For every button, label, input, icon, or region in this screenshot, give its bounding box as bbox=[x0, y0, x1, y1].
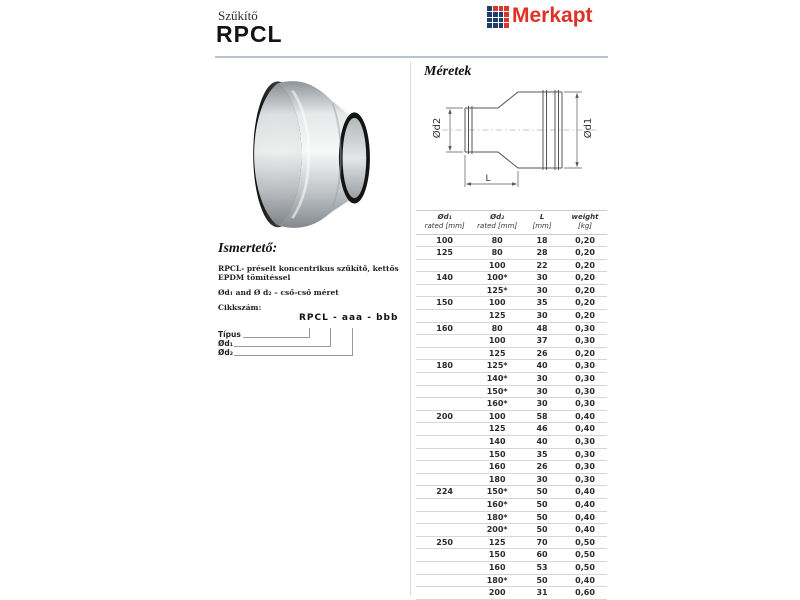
table-cell: 0,40 bbox=[563, 574, 607, 587]
table-cell: 0,30 bbox=[563, 398, 607, 411]
table-cell: 0,20 bbox=[563, 347, 607, 360]
code-connector-line bbox=[234, 328, 353, 356]
table-row bbox=[416, 410, 607, 423]
table-cell: 0,40 bbox=[563, 410, 607, 423]
table-cell: 50 bbox=[521, 524, 563, 537]
table-cell: 80 bbox=[473, 247, 521, 260]
table-cell bbox=[416, 398, 473, 411]
table-cell bbox=[416, 587, 473, 600]
section-title-meretek: Méretek bbox=[424, 64, 472, 79]
table-cell bbox=[416, 549, 473, 562]
table-row bbox=[416, 448, 607, 461]
table-cell: 0,30 bbox=[563, 448, 607, 461]
table-cell: 0,20 bbox=[563, 297, 607, 310]
dimensions-table bbox=[416, 210, 607, 600]
table-cell: 160 bbox=[473, 461, 521, 474]
table-row bbox=[416, 297, 607, 310]
table-cell: 100* bbox=[473, 272, 521, 285]
table-cell: 0,40 bbox=[563, 486, 607, 499]
table-cell: 100 bbox=[473, 259, 521, 272]
table-cell: 0,30 bbox=[563, 322, 607, 335]
table-cell: 180 bbox=[416, 360, 473, 373]
table-cell: 150* bbox=[473, 385, 521, 398]
table-cell: 48 bbox=[521, 322, 563, 335]
table-cell: 160 bbox=[473, 561, 521, 574]
table-cell: 0,40 bbox=[563, 524, 607, 537]
reducer-fitting-image bbox=[253, 81, 370, 228]
table-cell bbox=[416, 461, 473, 474]
table-cell: 150 bbox=[473, 448, 521, 461]
product-description: RPCL- préselt koncentrikus szűkítő, kettős EPDM tömítéssel bbox=[218, 264, 399, 282]
table-cell bbox=[416, 373, 473, 386]
table-cell: 125 bbox=[473, 347, 521, 360]
table-row bbox=[416, 436, 607, 449]
table-cell: 0,30 bbox=[563, 373, 607, 386]
table-cell bbox=[416, 448, 473, 461]
table-cell bbox=[416, 347, 473, 360]
table-row bbox=[416, 259, 607, 272]
table-cell: 125* bbox=[473, 284, 521, 297]
table-cell: 50 bbox=[521, 574, 563, 587]
table-row bbox=[416, 549, 607, 562]
table-cell: 0,30 bbox=[563, 335, 607, 348]
table-cell: 0,40 bbox=[563, 498, 607, 511]
table-row bbox=[416, 373, 607, 386]
table-cell: 0,30 bbox=[563, 436, 607, 449]
table-cell bbox=[416, 385, 473, 398]
product-photo bbox=[245, 70, 400, 235]
table-cell bbox=[416, 498, 473, 511]
table-cell: 30 bbox=[521, 272, 563, 285]
table-cell: 200 bbox=[473, 587, 521, 600]
table-header-row bbox=[416, 211, 607, 235]
code-legend-d1: Ød₁ bbox=[218, 339, 234, 348]
table-cell: 30 bbox=[521, 373, 563, 386]
table-cell: 0,50 bbox=[563, 561, 607, 574]
table-cell: 50 bbox=[521, 486, 563, 499]
table-cell: 125* bbox=[473, 360, 521, 373]
table-row bbox=[416, 284, 607, 297]
table-row bbox=[416, 247, 607, 260]
table-cell: 200 bbox=[416, 410, 473, 423]
order-code-pattern: RPCL - aaa - bbb bbox=[299, 313, 399, 323]
table-row bbox=[416, 398, 607, 411]
table-cell: 150* bbox=[473, 486, 521, 499]
table-cell bbox=[416, 561, 473, 574]
table-cell: 100 bbox=[473, 410, 521, 423]
table-cell: 30 bbox=[521, 284, 563, 297]
table-cell: 18 bbox=[521, 234, 563, 247]
table-cell: 125 bbox=[416, 247, 473, 260]
table-cell: 26 bbox=[521, 347, 563, 360]
table-row bbox=[416, 322, 607, 335]
table-cell: 140 bbox=[473, 436, 521, 449]
drawing-label-d1: Ød1 bbox=[583, 117, 594, 139]
table-cell: 0,30 bbox=[563, 385, 607, 398]
code-legend-d2: Ød₂ bbox=[218, 348, 234, 357]
table-row bbox=[416, 536, 607, 549]
table-cell bbox=[416, 310, 473, 323]
table-cell bbox=[416, 511, 473, 524]
table-cell: 35 bbox=[521, 448, 563, 461]
table-cell: 0,30 bbox=[563, 360, 607, 373]
table-cell: 0,30 bbox=[563, 461, 607, 474]
table-cell: 125 bbox=[473, 310, 521, 323]
table-cell bbox=[416, 524, 473, 537]
table-row bbox=[416, 561, 607, 574]
table-cell: 200* bbox=[473, 524, 521, 537]
col-header-d1: Ød₁ rated [mm] bbox=[416, 211, 473, 235]
table-row bbox=[416, 423, 607, 436]
table-cell: 0,20 bbox=[563, 259, 607, 272]
table-cell: 58 bbox=[521, 410, 563, 423]
table-cell: 0,20 bbox=[563, 247, 607, 260]
table-row bbox=[416, 587, 607, 600]
code-legend-tipus: Típus bbox=[218, 330, 241, 339]
product-subtitle: Szűkítő bbox=[218, 8, 258, 23]
col-header-weight: weight [kg] bbox=[563, 211, 607, 235]
table-row bbox=[416, 461, 607, 474]
table-cell: 50 bbox=[521, 511, 563, 524]
table-cell: 30 bbox=[521, 473, 563, 486]
table-cell: 0,50 bbox=[563, 549, 607, 562]
table-cell: 150 bbox=[473, 549, 521, 562]
table-cell: 160* bbox=[473, 498, 521, 511]
table-cell: 31 bbox=[521, 587, 563, 600]
table-cell: 53 bbox=[521, 561, 563, 574]
dimensions-table-wrap bbox=[416, 210, 607, 600]
table-row bbox=[416, 574, 607, 587]
table-cell bbox=[416, 284, 473, 297]
table-cell: 160* bbox=[473, 398, 521, 411]
table-cell: 0,30 bbox=[563, 473, 607, 486]
table-cell: 125 bbox=[473, 423, 521, 436]
table-row bbox=[416, 385, 607, 398]
table-cell: 250 bbox=[416, 536, 473, 549]
technical-drawing bbox=[430, 86, 605, 208]
table-cell: 37 bbox=[521, 335, 563, 348]
table-cell: 80 bbox=[473, 322, 521, 335]
table-cell: 125 bbox=[473, 536, 521, 549]
table-row bbox=[416, 486, 607, 499]
table-cell: 22 bbox=[521, 259, 563, 272]
table-cell: 0,20 bbox=[563, 284, 607, 297]
table-cell: 70 bbox=[521, 536, 563, 549]
brand-logo bbox=[487, 4, 593, 28]
table-cell: 26 bbox=[521, 461, 563, 474]
table-cell: 50 bbox=[521, 498, 563, 511]
table-cell: 0,20 bbox=[563, 310, 607, 323]
table-cell: 0,60 bbox=[563, 587, 607, 600]
table-cell: 30 bbox=[521, 310, 563, 323]
table-cell: 46 bbox=[521, 423, 563, 436]
table-cell bbox=[416, 335, 473, 348]
section-title-ismerteto: Ismertető: bbox=[218, 241, 278, 256]
table-cell: 40 bbox=[521, 436, 563, 449]
table-cell bbox=[416, 574, 473, 587]
table-cell bbox=[416, 423, 473, 436]
table-cell: 160 bbox=[416, 322, 473, 335]
table-cell: 180 bbox=[473, 473, 521, 486]
table-row bbox=[416, 498, 607, 511]
table-cell bbox=[416, 473, 473, 486]
table-cell: 150 bbox=[416, 297, 473, 310]
table-row bbox=[416, 473, 607, 486]
table-cell: 224 bbox=[416, 486, 473, 499]
table-row bbox=[416, 272, 607, 285]
table-row bbox=[416, 511, 607, 524]
table-cell bbox=[416, 259, 473, 272]
dimension-note: Ød₁ and Ø d₂ – cső-cső méret bbox=[218, 288, 339, 297]
table-cell: 180* bbox=[473, 511, 521, 524]
table-cell: 100 bbox=[416, 234, 473, 247]
table-cell: 0,40 bbox=[563, 511, 607, 524]
table-row bbox=[416, 234, 607, 247]
dimensions-table-body bbox=[416, 234, 607, 599]
col-header-length: L [mm] bbox=[521, 211, 563, 235]
table-row bbox=[416, 524, 607, 537]
table-row bbox=[416, 347, 607, 360]
table-cell: 28 bbox=[521, 247, 563, 260]
header-divider bbox=[215, 56, 608, 58]
table-cell: 180* bbox=[473, 574, 521, 587]
table-cell: 0,40 bbox=[563, 423, 607, 436]
reducer-outline bbox=[442, 90, 598, 170]
table-cell: 0,20 bbox=[563, 272, 607, 285]
col-header-d2: Ød₂ rated [mm] bbox=[473, 211, 521, 235]
table-cell: 60 bbox=[521, 549, 563, 562]
table-cell: 100 bbox=[473, 297, 521, 310]
table-row bbox=[416, 310, 607, 323]
table-cell: 30 bbox=[521, 385, 563, 398]
drawing-label-length: L bbox=[485, 174, 491, 184]
drawing-label-d2: Ød2 bbox=[432, 117, 443, 139]
table-cell: 40 bbox=[521, 360, 563, 373]
table-cell: 0,20 bbox=[563, 234, 607, 247]
table-cell: 30 bbox=[521, 398, 563, 411]
table-cell: 0,50 bbox=[563, 536, 607, 549]
grid-logo-icon bbox=[487, 6, 509, 28]
table-cell: 100 bbox=[473, 335, 521, 348]
table-cell bbox=[416, 436, 473, 449]
column-divider bbox=[410, 62, 411, 595]
article-number-label: Cikkszám: bbox=[218, 303, 262, 312]
table-cell: 35 bbox=[521, 297, 563, 310]
page-title: RPCL bbox=[216, 21, 283, 47]
table-cell: 140 bbox=[416, 272, 473, 285]
brand-name: Merkapt bbox=[512, 4, 593, 27]
table-cell: 80 bbox=[473, 234, 521, 247]
table-cell: 140* bbox=[473, 373, 521, 386]
table-row bbox=[416, 335, 607, 348]
table-row bbox=[416, 360, 607, 373]
